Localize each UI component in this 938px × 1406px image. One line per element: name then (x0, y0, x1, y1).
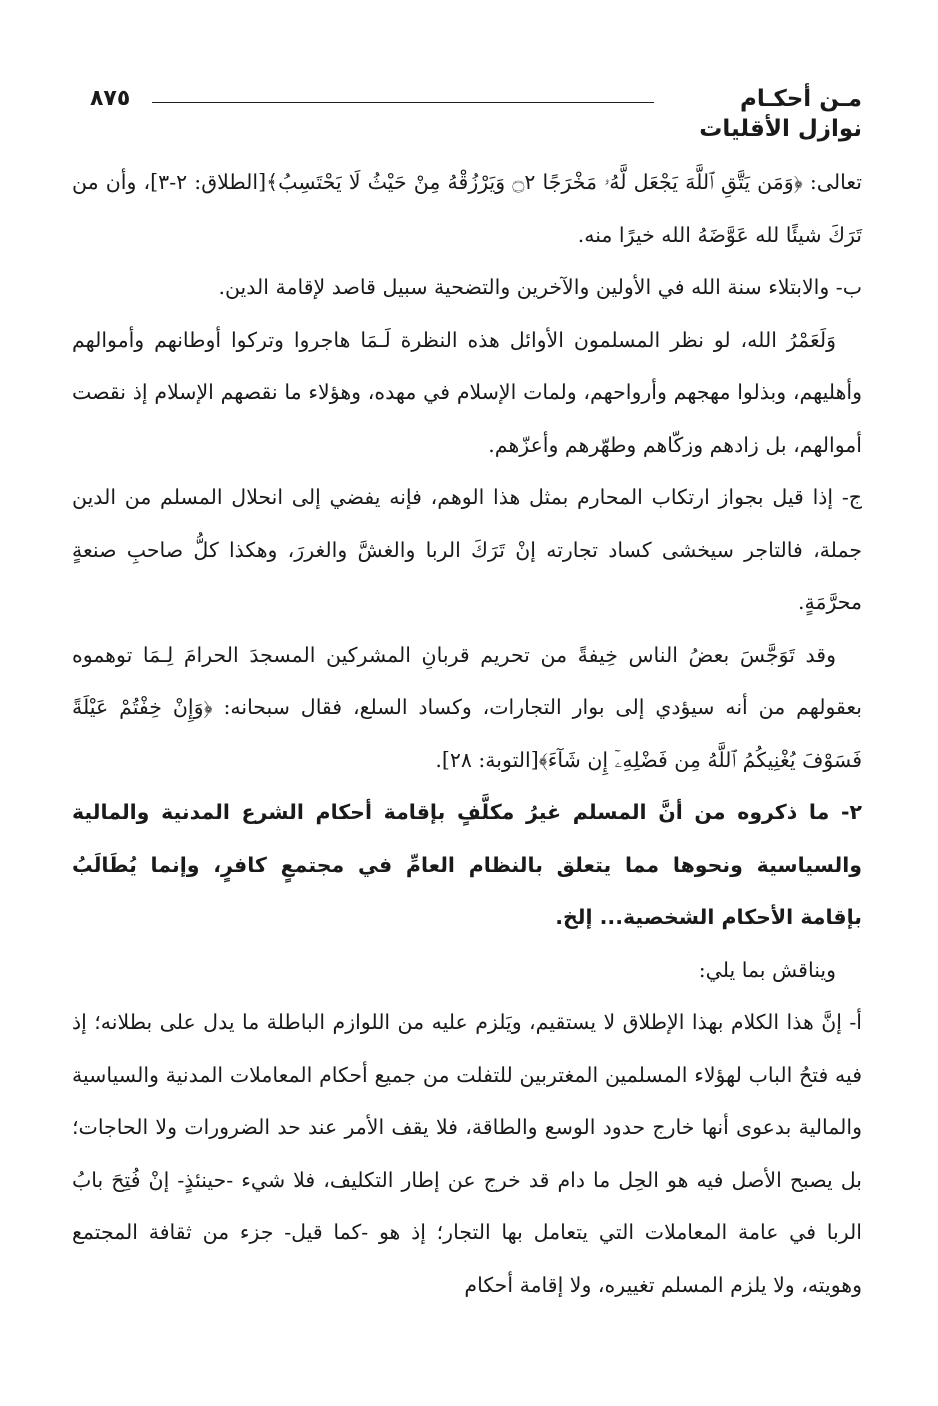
paragraph-verse-tawbah: وقد تَوَجَّسَ بعضُ الناس خِيفةً من تحريم قربانِ المشركين المسجدَ الحرامَ لِـمَا توهموه بعقولهم من أنه سيؤدي إلى بوار التجارات، وكساد السلع، فقال سبحانه: ﴿وَإِنْ خِفْتُمْ عَيْلَةً فَسَوْفَ يُغْنِيكُمُ ٱللَّهُ مِن فَضْلِهِۦٓ إِن شَآءَ﴾[التوبة: ٢٨]. (72, 642, 862, 772)
document-page (72, 78, 862, 1378)
paragraph-point-2-heading: ٢- ما ذكروه من أنَّ المسلم غيرُ مكلَّفٍ بإقامة أحكام الشرع المدنية والمالية والسياسية ونحوها مما يتعلق بالنظام العامِّ في مجتمعٍ كافرٍ، وإنما يُطَالَبُ بإقامة الأحكام الشخصية... إلخ. (72, 800, 862, 929)
paragraph-verse-talaq: تعالى: ﴿وَمَن يَتَّقِ ٱللَّهَ يَجْعَل لَّهُۥ مَخْرَجًا ۝٢ وَيَرْزُقْهُ مِنْ حَيْثُ لَا يَحْتَسِبُ﴾[الطلاق: ٢-٣]، وأن من تَرَكَ شيئًا لله عَوَّضَهُ الله خيرًا منه. (72, 170, 862, 247)
book-title-line2: نوازل الأقليات (699, 116, 862, 142)
paragraph-point-a: أ- إنَّ هذا الكلام بهذا الإطلاق لا يستقيم، ويَلزم عليه من اللوازم الباطلة ما يدل على بطلانه؛ إذ فيه فتحُ الباب لهؤلاء المسلمين المغتربين للتفلت من جميع أحكام المعاملات المدنية والسياسية والمالية بدعوى أنها خارج حدود الوسع والطاقة، فلا يقف الأمر عند حد الضرورات ولا الحاجات؛ بل يصبح الأصل فيه هو الحِل ما دام قد خرج عن إطار التكليف، فلا شيء -حينئذٍ- إنْ فُتِحَ بابُ الربا في عامة المعاملات التي يتعامل بها التجار؛ إذ هو -كما قيل- جزء من ثقافة المجتمع وهويته، ولا يلزم المسلم تغييره، ولا إقامة أحكام (72, 1010, 862, 1297)
paragraph-discussion-intro: ويناقش بما يلي: (698, 957, 836, 982)
page-body (72, 156, 862, 1311)
header-rule (152, 102, 654, 103)
page-number: ٨٧٥ (90, 86, 131, 111)
book-title (699, 84, 862, 144)
paragraph-early-muslims: وَلَعَمْرُ الله، لو نظر المسلمون الأوائل هذه النظرة لَـمَا هاجروا وتركوا أوطانهم وأموالهم وأهليهم، وبذلوا مهجهم وأرواحهم، ولمات الإسلام في مهده، وهؤلاء ما نقصهم الإسلام إذ نقصت أموالهم، بل زادهم وزكّاهم وطهّرهم وأعزّهم. (72, 327, 862, 457)
paragraph-point-c: ج- إذا قيل بجواز ارتكاب المحارم بمثل هذا الوهم، فإنه يفضي إلى انحلال المسلم من الدين جملة، فالتاجر سيخشى كساد تجارته إنْ تَرَكَ الربا والغشَّ والغررَ، وهكذا كلُّ صاحبِ صنعةٍ محرَّمَةٍ. (72, 485, 862, 614)
paragraph-point-b: ب- والابتلاء سنة الله في الأولين والآخرين والتضحية سبيل قاصد لإقامة الدين. (218, 275, 862, 299)
book-title-line1: مـن أحكـام (740, 86, 862, 112)
page-header (72, 78, 862, 156)
